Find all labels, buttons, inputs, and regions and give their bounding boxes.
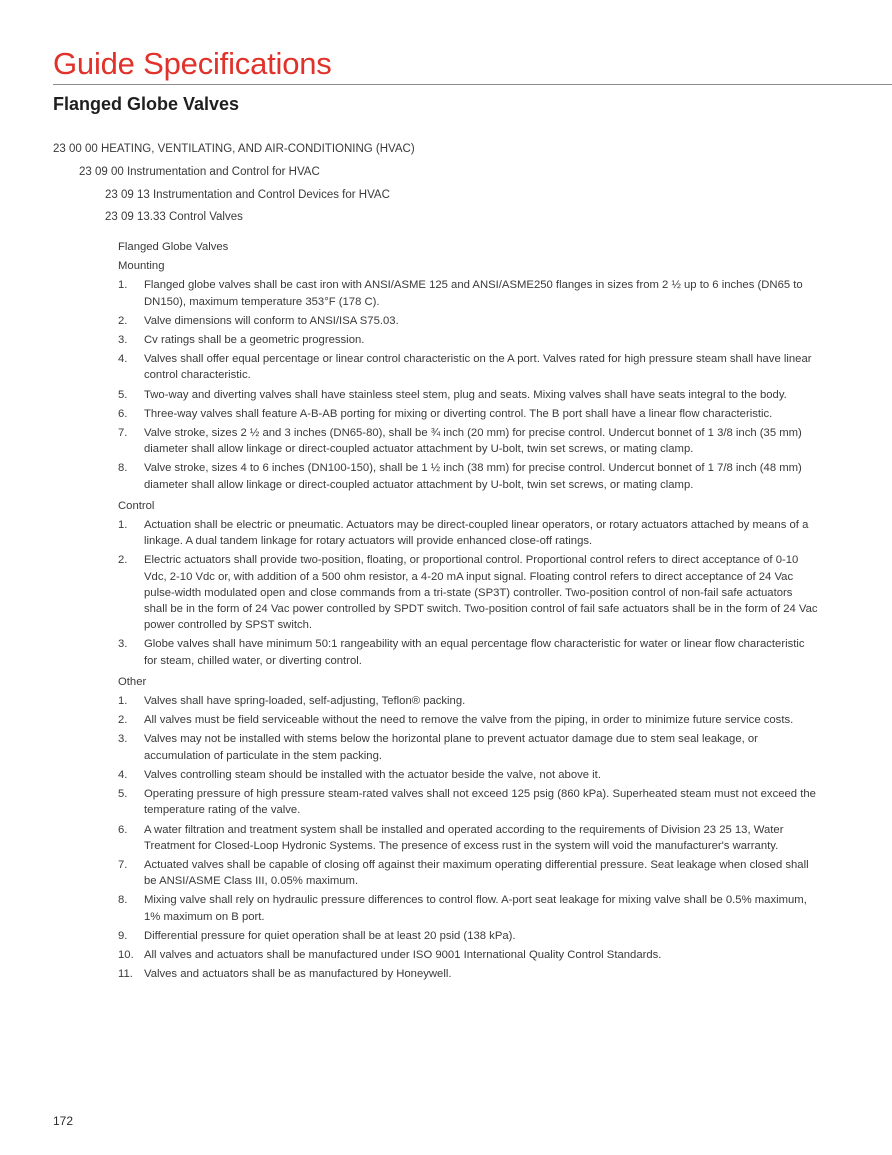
spec-title: Flanged Globe Valves (118, 241, 229, 253)
list-item-text: Two-way and diverting valves shall have stainless steel stem, plug and seats. Mixing valves shall have seats integral to the body. (144, 388, 787, 401)
spec-section-heading: 23 09 00 Instrumentation and Control for HVAC (79, 166, 320, 178)
list-item (118, 712, 818, 728)
list-item-text: Valves controlling steam should be installed with the actuator beside the valve, not above it. (144, 768, 601, 781)
list-item-number: 7. (118, 427, 128, 440)
list-item-text: Operating pressure of high pressure steam-rated valves shall not exceed 125 psig (860 kPa). Superheated steam must not exceed the temperature rating of the valve. (144, 788, 816, 817)
list-item (118, 636, 818, 668)
list-item (118, 731, 818, 763)
list-item-number: 2. (118, 554, 128, 567)
list-item-text: Electric actuators shall provide two-position, floating, or proportional control. Proportional control refers to direct acceptance of 0-10 Vdc, 2-10 Vdc or, with addition of a 500 ohm resistor, a 4-20 mA input signal. Floating control refers to direct acceptance of 24 Vac pulse-width modulated open and close commands from a tri-state (SP3T) controller. Two-position control of non-fail safe actuators shall be in the form of 24 Vac power controlled by SPDT switch. Two-position control of fail safe actuators shall be in the form of 24 Vac power controlled by SPST switch. (144, 554, 818, 632)
list-item (118, 822, 818, 854)
list-item (118, 767, 818, 783)
list-item-number: 9. (118, 929, 128, 942)
list-item-text: Valve stroke, sizes 4 to 6 inches (DN100-150), shall be 1 ½ inch (38 mm) for precise control. Undercut bonnet of 1 7/8 inch (48 mm) diameter shall allow linkage or direct-coupled actuator attachment by U-bolt, twin set screws, or mating clamp. (144, 462, 802, 491)
list-item-number: 6. (118, 823, 128, 836)
list-item-text: Cv ratings shall be a geometric progression. (144, 334, 365, 347)
list-item-number: 4. (118, 768, 128, 781)
list-item (118, 928, 818, 944)
list-item-number: 1. (118, 279, 128, 292)
list-item-number: 4. (118, 353, 128, 366)
list-item-text: A water filtration and treatment system shall be installed and operated according to the requirements of Division 23 25 13, Water Treatment for Closed-Loop Hydronic Systems. The presence of excess rust in the system will void the manufacturer's warranty. (144, 823, 784, 852)
list-item-text: Flanged globe valves shall be cast iron with ANSI/ASME 125 and ANSI/ASME250 flanges in sizes from 2 ½ up to 6 inches (DN65 to DN150), maximum temperature 353°F (178 C). (144, 279, 803, 308)
list-item (118, 387, 818, 403)
list-item (118, 552, 818, 633)
document-subtitle: Flanged Globe Valves (53, 94, 240, 114)
list-item (118, 460, 818, 492)
other-list (118, 693, 818, 982)
list-item (118, 517, 818, 549)
list-item-text: Valves may not be installed with stems below the horizontal plane to prevent actuator damage due to stem seal leakage, or accumulation of particulate in the stem packing. (144, 733, 758, 762)
section-label-control: Control (118, 499, 155, 512)
list-item-number: 2. (118, 314, 128, 327)
list-item-text: Valves shall have spring-loaded, self-adjusting, Teflon® packing. (144, 695, 466, 708)
list-item (118, 406, 818, 422)
list-item-text: All valves and actuators shall be manufactured under ISO 9001 International Quality Control Standards. (144, 948, 662, 961)
list-item-number: 2. (118, 714, 128, 727)
control-list (118, 517, 818, 669)
list-item (118, 332, 818, 348)
page-number: 172 (53, 1114, 74, 1128)
list-item-number: 11. (118, 968, 133, 981)
list-item (118, 693, 818, 709)
spec-subsection-heading: 23 09 13.33 Control Valves (105, 211, 243, 223)
list-item-number: 10. (118, 948, 134, 961)
list-item-text: Valve stroke, sizes 2 ½ and 3 inches (DN65-80), shall be ¾ inch (20 mm) for precise control. Undercut bonnet of 1 3/8 inch (35 mm) diameter shall allow linkage or direct-coupled actuator attachment by U-bolt, twin set screws, or mating clamp. (144, 427, 802, 456)
list-item-number: 3. (118, 334, 128, 347)
list-item-text: All valves must be field serviceable without the need to remove the valve from the piping, in order to minimize future service costs. (144, 714, 794, 727)
list-item-number: 5. (118, 788, 128, 801)
header-divider (53, 84, 892, 85)
page-title: Guide Specifications (53, 46, 332, 81)
list-item (118, 947, 818, 963)
list-item-text: Actuated valves shall be capable of closing off against their maximum operating differential pressure. Seat leakage when closed shall be ANSI/ASME Class III, 0.05% maximum. (144, 858, 809, 888)
list-item-number: 5. (118, 388, 128, 401)
list-item-number: 6. (118, 407, 128, 420)
list-item (118, 277, 818, 309)
list-item-text: Differential pressure for quiet operation shall be at least 20 psid (138 kPa). (144, 929, 516, 942)
list-item-text: Actuation shall be electric or pneumatic. Actuators may be direct-coupled linear operators, or rotary actuators attached by means of a linkage. A dual tandem linkage for rotary actuators will provide enhanced close-off ratings. (144, 519, 809, 548)
spec-division-heading: 23 00 00 HEATING, VENTILATING, AND AIR-CONDITIONING (HVAC) (53, 143, 415, 155)
list-item (118, 313, 818, 329)
section-label-mounting: Mounting (118, 260, 165, 273)
mounting-list (118, 277, 818, 492)
list-item-number: 1. (118, 519, 128, 532)
section-label-other: Other (118, 675, 147, 688)
list-item-text: Valves shall offer equal percentage or linear control characteristic on the A port. Valves rated for high pressure steam shall have linear control characteristic. (144, 353, 812, 382)
list-item-text: Valves and actuators shall be as manufactured by Honeywell. (144, 968, 452, 981)
list-item-number: 7. (118, 858, 128, 871)
list-item-number: 8. (118, 462, 128, 475)
spec-body (118, 239, 818, 985)
list-item-text: Valve dimensions will conform to ANSI/ISA S75.03. (144, 314, 399, 327)
list-item (118, 351, 818, 383)
list-item-number: 3. (118, 733, 128, 746)
list-item (118, 892, 818, 924)
list-item-number: 3. (118, 638, 128, 651)
list-item (118, 857, 818, 889)
list-item-text: Three-way valves shall feature A-B-AB porting for mixing or diverting control. The B port shall have a linear flow characteristic. (144, 407, 773, 420)
list-item (118, 425, 818, 457)
spec-subsection-heading: 23 09 13 Instrumentation and Control Devices for HVAC (105, 189, 390, 201)
list-item-number: 8. (118, 894, 128, 907)
list-item-text: Globe valves shall have minimum 50:1 rangeability with an equal percentage flow characteristic for water or linear flow characteristic for steam, chilled water, or diverting control. (144, 638, 805, 667)
list-item (118, 786, 818, 818)
list-item (118, 966, 818, 982)
list-item-number: 1. (118, 695, 128, 708)
list-item-text: Mixing valve shall rely on hydraulic pressure differences to control flow. A-port seat leakage for mixing valve shall be 0.5% maximum, 1% maximum on B port. (144, 894, 807, 923)
